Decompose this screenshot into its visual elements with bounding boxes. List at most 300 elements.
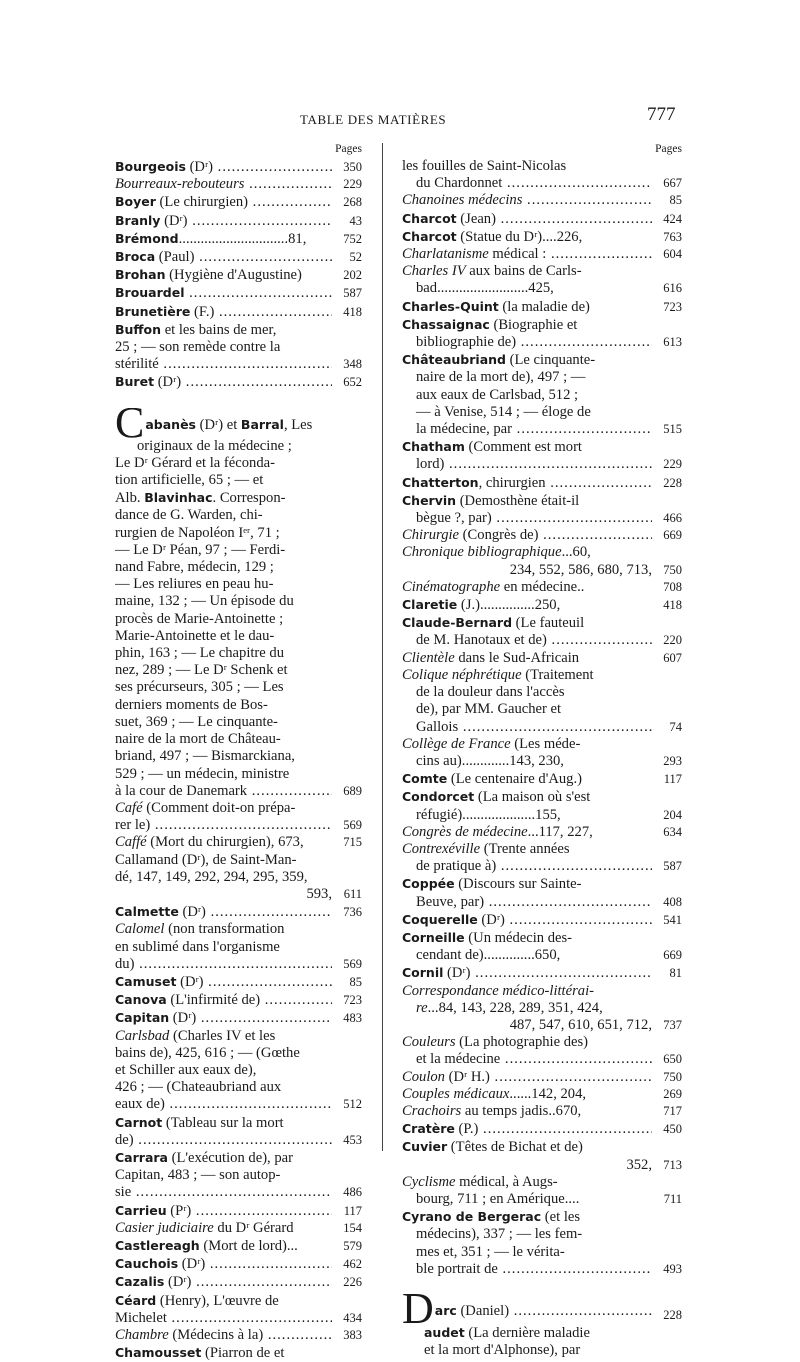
index-entry: [115, 1273, 362, 1291]
entry-line: [115, 193, 362, 211]
entry-page-number: 486: [343, 1185, 362, 1200]
entry-keyword: Coppée: [402, 876, 455, 892]
entry-text: [402, 456, 652, 473]
entry-text: [402, 351, 652, 369]
entry-keyword: abanès: [145, 416, 196, 432]
entry-segment: (Dʳ H.): [444, 1068, 490, 1085]
entry-segment: (Congrès de): [459, 527, 539, 544]
entry-segment: du Chardonnet: [416, 175, 503, 192]
entry-segment: Carlsbad: [115, 1027, 170, 1044]
entry-line: [402, 298, 682, 316]
entry-line: [115, 645, 362, 662]
entry-line: [115, 956, 362, 973]
index-entry: [402, 596, 682, 614]
entry-segment: du): [115, 955, 135, 972]
entry-segment: Charles IV: [402, 263, 466, 280]
entry-line: [402, 562, 682, 579]
entry-keyword: Châteaubriand: [402, 352, 506, 368]
entry-text: [402, 579, 652, 596]
entry-page-number: 689: [343, 783, 362, 798]
entry-line: [115, 973, 362, 991]
entry-keyword: Capitan: [115, 1010, 170, 1026]
entry-page-number: 350: [343, 160, 362, 174]
entry-keyword: Condorcet: [402, 789, 475, 805]
entry-segment: Cinématographe: [402, 578, 501, 595]
entry-segment: de), par MM. Gaucher et: [416, 701, 562, 718]
entry-keyword: Boyer: [115, 194, 156, 210]
page-header: [0, 104, 800, 134]
entry-keyword: Brunetière: [115, 303, 191, 319]
entry-page-number: 763: [663, 229, 682, 244]
entry-line: [115, 489, 362, 507]
entry-text: [402, 544, 652, 561]
entry-segment: (Jean): [456, 210, 496, 227]
entry-keyword: Blavinhac: [144, 490, 213, 506]
index-entry: [402, 929, 682, 964]
entry-text: [115, 507, 332, 524]
entry-keyword: Carnot: [115, 1114, 163, 1130]
index-entry: [402, 824, 682, 841]
entry-text: [115, 176, 332, 193]
entry-text: [402, 1294, 652, 1324]
entry-segment: du Dʳ Gérard: [213, 1219, 294, 1236]
entry-line: [115, 1062, 362, 1079]
entry-text: [402, 1261, 652, 1278]
entry-line: [402, 807, 682, 824]
entry-line: [115, 1149, 362, 1167]
entry-segment: (et les: [541, 1209, 581, 1226]
entry-segment: Marie-Antoinette et le dau-: [115, 627, 275, 644]
entry-keyword: Cazalis: [115, 1274, 165, 1290]
entry-line: [115, 321, 362, 339]
entry-text: [402, 562, 652, 579]
entry-page-number: 717: [663, 1103, 682, 1118]
entry-page-number: 711: [663, 1191, 682, 1206]
entry-segment: (Le cinquante-: [505, 352, 596, 369]
entry-page-number: 611: [343, 886, 362, 901]
entry-text: [402, 929, 652, 947]
entry-text: [402, 298, 652, 316]
index-entry: [115, 212, 362, 230]
entry-text: [115, 542, 332, 559]
entry-keyword: Cyrano de Bergerac: [402, 1209, 542, 1225]
entry-page-number: 450: [663, 1122, 682, 1137]
entry-segment: ...117, 227,: [527, 823, 593, 840]
entry-line: [402, 1069, 682, 1086]
entry-text: [402, 1000, 652, 1017]
entry-keyword: Charcot: [402, 228, 457, 244]
entry-segment: rer le): [115, 817, 151, 834]
entry-segment: et la mort d'Alphonse), par: [424, 1342, 581, 1359]
entry-page-number: 74: [669, 719, 682, 734]
index-entry: [402, 579, 682, 596]
entry-page-number: 579: [343, 1238, 362, 1253]
entry-line: [402, 158, 682, 175]
entry-text: [115, 800, 332, 817]
entry-page-number: 418: [343, 304, 362, 319]
entry-segment: de pratique à): [416, 858, 497, 875]
entry-text: [115, 766, 332, 783]
entry-line: [402, 1051, 682, 1068]
entry-segment: Couples médicaux: [402, 1085, 510, 1102]
entry-segment: dé, 147, 149, 292, 294, 295, 359,: [115, 868, 308, 885]
entry-page-number: 85: [669, 193, 682, 208]
entry-line: [115, 1310, 362, 1327]
index-entry: [115, 800, 362, 834]
entry-segment: (Médecins à la): [168, 1327, 264, 1343]
index-entry: [115, 193, 362, 211]
entry-text: [402, 894, 652, 911]
index-entry: [115, 1009, 362, 1027]
entry-line: [115, 1292, 362, 1310]
entry-page-number: 408: [663, 894, 682, 909]
entry-segment: Collège de France: [402, 735, 511, 752]
entry-text: [402, 1208, 652, 1226]
entry-line: [402, 1086, 682, 1103]
entry-text: [115, 903, 332, 921]
entry-text: [115, 1184, 332, 1201]
entry-keyword: Branly: [115, 212, 161, 228]
entry-keyword: Carrieu: [115, 1202, 167, 1218]
entry-text: [402, 387, 652, 404]
entry-segment: (L'infirmité de): [166, 992, 261, 1009]
entry-segment: (Dʳ): [178, 904, 206, 921]
entry-text: [402, 1120, 652, 1138]
entry-segment: stérilité: [115, 356, 159, 373]
entry-text: [115, 731, 332, 748]
entry-text: [115, 576, 332, 593]
entry-page-number: 228: [663, 1307, 682, 1322]
entry-segment: (Tableau sur la mort: [162, 1114, 284, 1131]
right-entry-list: [402, 158, 682, 1359]
entry-line: [402, 1138, 682, 1156]
entry-text: [402, 736, 652, 753]
entry-segment: naire de la mort de Château-: [115, 731, 281, 748]
index-entry: [402, 1324, 682, 1359]
entry-line: [115, 1237, 362, 1255]
entry-segment: suet, 369 ; — Le cinquante-: [115, 713, 278, 730]
entry-segment: bègue ?, par): [416, 510, 492, 527]
entry-text: [115, 939, 332, 956]
entry-line: [402, 983, 682, 1000]
entry-keyword: Corneille: [402, 929, 465, 945]
entry-segment: Casier judiciaire: [115, 1219, 214, 1236]
entry-line: [115, 1045, 362, 1062]
entry-segment: (L'exécution de), par: [167, 1149, 293, 1166]
entry-page-number: 204: [663, 807, 682, 822]
entry-page-number: 723: [343, 993, 362, 1008]
index-entry: [402, 667, 682, 736]
entry-line: [115, 748, 362, 765]
entry-segment: Alb.: [115, 490, 145, 507]
entry-page-number: 117: [663, 772, 682, 787]
entry-keyword: Chassaignac: [402, 316, 490, 332]
entry-segment: (Dʳ): [154, 374, 182, 391]
index-entry: [402, 263, 682, 297]
entry-line: [115, 339, 362, 356]
entry-text: [115, 1273, 332, 1291]
entry-line: [402, 1174, 682, 1191]
entry-line: [402, 1120, 682, 1138]
entry-segment: (Henry), L'œuvre de: [156, 1292, 279, 1309]
entry-page-number: 713: [663, 1157, 682, 1172]
index-entry: [402, 1208, 682, 1278]
entry-line: [402, 1103, 682, 1120]
entry-text: [402, 1324, 652, 1342]
entry-segment: ......142, 204,: [509, 1085, 587, 1102]
entry-segment: (la maladie de): [498, 298, 590, 315]
entry-line: [115, 714, 362, 731]
entry-text: [402, 650, 652, 667]
index-entry: [115, 230, 362, 248]
entry-text: [402, 947, 652, 964]
entry-page-number: 43: [349, 213, 362, 228]
entry-text: [402, 421, 652, 438]
entry-segment: (Charles IV et les: [169, 1027, 276, 1044]
entry-line: [402, 824, 682, 841]
entry-segment: en sublimé dans l'organisme: [115, 938, 280, 955]
entry-text: [115, 1114, 332, 1132]
index-entry: [402, 228, 682, 246]
entry-segment: briand, 497 ; — Bismarckiana,: [115, 748, 295, 765]
entry-page-number: 569: [343, 818, 362, 833]
entry-segment: (Demosthène était-il: [456, 492, 580, 509]
entry-segment: dance de G. Warden, chi-: [115, 507, 263, 524]
entry-segment: Bourreaux-rebouteurs: [115, 176, 245, 193]
entry-text: [402, 1226, 652, 1243]
entry-segment: médical :: [488, 246, 547, 263]
entry-text: [115, 1237, 332, 1255]
entry-line: [115, 438, 362, 455]
entry-segment: Correspondance médico-littérai-: [402, 982, 594, 999]
entry-text: [402, 1138, 652, 1156]
entry-segment: bibliographie de): [416, 334, 517, 351]
entry-segment: la médecine, par: [416, 421, 513, 438]
index-entry: [115, 1220, 362, 1237]
entry-page-number: 750: [663, 562, 682, 577]
entry-page-number: 226: [343, 1275, 362, 1290]
entry-segment: tion artificielle, 65 ; — et: [115, 472, 264, 489]
entry-keyword: Chatterton: [402, 474, 479, 490]
index-entry: [115, 834, 362, 851]
index-entry: [115, 303, 362, 321]
entry-text: [115, 611, 332, 628]
entry-line: [115, 1273, 362, 1291]
entry-text: [115, 248, 332, 266]
entry-segment: — Le Dʳ Péan, 97 ; — Ferdi-: [115, 541, 286, 558]
entry-line: [402, 1324, 682, 1342]
index-entry: [402, 650, 682, 667]
entry-page-number: 652: [343, 375, 362, 390]
entry-segment: les fouilles de Saint-Nicolas: [402, 158, 567, 174]
entry-text: [115, 284, 332, 302]
entry-line: [402, 875, 682, 893]
entry-line: [115, 834, 362, 851]
entry-line: [115, 1220, 362, 1237]
index-entry: [115, 921, 362, 973]
entry-line: [402, 387, 682, 404]
entry-text: [115, 834, 332, 851]
entry-page-number: 669: [663, 948, 682, 963]
entry-segment: Chambre: [115, 1327, 169, 1343]
entry-segment: , chirurgien: [478, 474, 546, 491]
entry-text: [402, 1191, 652, 1208]
entry-segment: (Dʳ) et: [196, 416, 241, 433]
entry-line: [115, 991, 362, 1009]
page-number: 777: [647, 104, 676, 125]
entry-line: [115, 1114, 362, 1132]
entry-page-number: 453: [343, 1132, 362, 1147]
entry-segment: . Correspon-: [212, 490, 286, 507]
entry-segment: Michelet: [115, 1309, 167, 1326]
entry-line: [115, 1255, 362, 1273]
entry-page-number: 650: [663, 1052, 682, 1067]
entry-text: [115, 1062, 332, 1079]
entry-keyword: Carrara: [115, 1149, 168, 1165]
entry-page-number: 52: [349, 250, 362, 265]
entry-text: [115, 886, 332, 903]
entry-segment: nez, 289 ; — Le Dʳ Schenk et: [115, 662, 288, 679]
index-entry: [115, 1344, 362, 1362]
entry-segment: Crachoirs: [402, 1102, 462, 1119]
entry-text: [402, 770, 652, 788]
entry-segment: 487, 547, 610, 651, 712,: [509, 1016, 652, 1033]
entry-line: [115, 697, 362, 714]
entry-keyword: Brouardel: [115, 285, 185, 301]
entry-segment: bourg, 711 ; en Amérique....: [416, 1190, 580, 1207]
entry-text: [402, 719, 652, 736]
entry-keyword: Comte: [402, 771, 448, 787]
entry-text: [402, 210, 652, 228]
entry-line: [402, 788, 682, 806]
entry-line: [402, 544, 682, 561]
entry-text: [115, 212, 332, 230]
entry-text: [115, 748, 332, 765]
entry-text: [115, 1220, 332, 1237]
entry-page-number: 607: [663, 650, 682, 665]
entry-line: [402, 947, 682, 964]
entry-text: [115, 321, 332, 339]
entry-page-number: 348: [343, 357, 362, 372]
entry-text: [402, 1017, 652, 1034]
entry-page-number: 117: [343, 1203, 362, 1218]
entry-text: [115, 1009, 332, 1027]
entry-text: [402, 841, 652, 858]
entry-line: [402, 492, 682, 510]
entry-page-number: 220: [663, 633, 682, 648]
entry-page-number: 736: [343, 905, 362, 920]
entry-keyword: Céard: [115, 1292, 157, 1308]
entry-segment: Calomel: [115, 921, 165, 938]
entry-segment: au temps jadis..670,: [461, 1102, 582, 1119]
index-entry: [115, 284, 362, 302]
entry-line: [402, 246, 682, 263]
entry-line: [402, 474, 682, 492]
index-entry: [402, 841, 682, 875]
index-entry: [402, 544, 682, 578]
entry-segment: (Le fauteuil: [512, 615, 585, 632]
entry-text: [115, 472, 332, 489]
index-entry: [115, 1327, 362, 1344]
entry-segment: (Discours sur Sainte-: [454, 876, 582, 893]
entry-text: [115, 455, 332, 472]
entry-text: [115, 593, 332, 610]
entry-page-number: 541: [663, 912, 682, 927]
entry-text: [115, 339, 332, 356]
entry-page-number: 81: [669, 966, 682, 981]
entry-segment: Beuve, par): [416, 893, 485, 910]
index-entry: [402, 192, 682, 209]
entry-segment: (P.): [454, 1121, 479, 1138]
entry-page-number: 512: [343, 1097, 362, 1112]
entry-line: [402, 701, 682, 718]
entry-text: [115, 956, 332, 973]
entry-text: [115, 852, 332, 869]
entry-segment: Callamand (Dʳ), de Saint-Man-: [115, 851, 297, 868]
entry-segment: et les bains de mer,: [161, 321, 277, 338]
entry-line: [115, 408, 362, 438]
entry-line: [402, 1226, 682, 1243]
entry-segment: (La dernière maladie: [464, 1325, 590, 1341]
entry-line: [402, 1034, 682, 1051]
left-entry-list: [115, 158, 362, 1362]
entry-segment: (Paul): [155, 249, 195, 266]
entry-keyword: Bourgeois: [115, 159, 186, 174]
entry-line: [402, 858, 682, 875]
entry-text: [402, 474, 652, 492]
entry-text: [402, 858, 652, 875]
entry-text: [115, 1045, 332, 1062]
index-entry: [402, 316, 682, 351]
entry-text: [115, 679, 332, 696]
entry-segment: 529 ; — un médecin, ministre: [115, 765, 290, 782]
entry-text: [402, 316, 652, 334]
entry-text: [402, 246, 652, 263]
entry-page-number: 462: [343, 1257, 362, 1272]
entry-text: [115, 783, 332, 800]
entry-segment: eaux de): [115, 1096, 165, 1113]
entry-text: [115, 1255, 332, 1273]
entry-keyword: Buret: [115, 374, 155, 390]
entry-segment: procès de Marie-Antoinette ;: [115, 610, 284, 627]
entry-segment: Chronique bibliographique: [402, 544, 562, 561]
entry-segment: médecins), 337 ; — les fem-: [416, 1226, 583, 1243]
entry-keyword: Brohan: [115, 267, 166, 283]
entry-text: [115, 869, 332, 886]
entry-segment: de): [115, 1131, 134, 1148]
entry-page-number: 604: [663, 247, 682, 262]
entry-line: [115, 662, 362, 679]
column-divider: [382, 143, 383, 1151]
entry-page-number: 383: [343, 1328, 362, 1342]
entry-keyword: Charcot: [402, 210, 457, 226]
entry-line: [115, 731, 362, 748]
entry-text: [402, 614, 652, 632]
entry-line: [115, 576, 362, 593]
index-entry: [402, 788, 682, 823]
entry-segment: (Dʳ): [176, 973, 204, 990]
entry-line: [402, 334, 682, 351]
entry-line: [402, 736, 682, 753]
entry-keyword: Cauchois: [115, 1256, 179, 1272]
entry-keyword: Cuvier: [402, 1139, 448, 1155]
entry-text: [115, 266, 332, 284]
entry-line: [402, 421, 682, 438]
entry-text: [115, 356, 332, 373]
entry-text: [402, 807, 652, 824]
index-entry: [115, 1202, 362, 1220]
index-entry: [402, 298, 682, 316]
